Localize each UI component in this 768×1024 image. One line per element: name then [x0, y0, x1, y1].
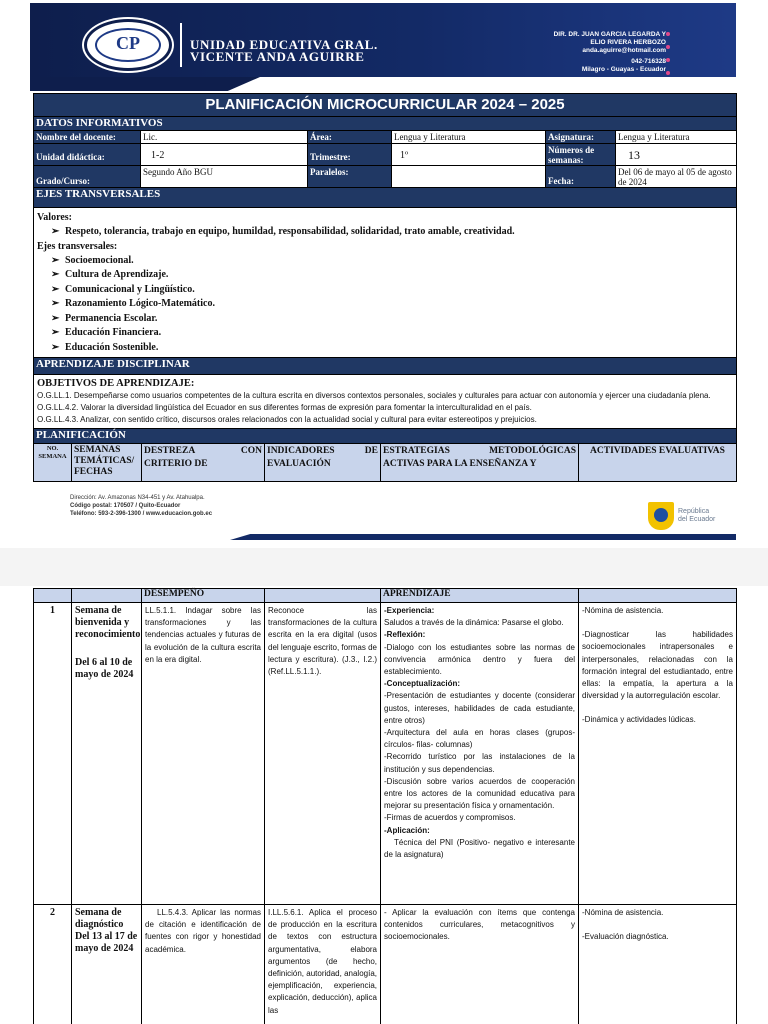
semanas-value: 13 — [628, 148, 640, 162]
estrategia-text: Saludos a través de la dinámica: Pasarse el globo. — [384, 618, 564, 628]
docente-label: Nombre del docente: — [34, 131, 141, 143]
estrategia-heading: -Aplicación: — [384, 825, 430, 835]
valores-item: ➢ Respeto, tolerancia, trabajo en equipo, humildad, responsabilidad, solidaridad, trato amable, creatividad. — [51, 225, 733, 240]
objetivos-label: OBJETIVOS DE APRENDIZAJE: — [37, 378, 195, 389]
fecha-label: Fecha: — [546, 166, 616, 187]
objetivo-item: O.G.LL.1. Desempeñarse como usuarios competentes de la cultura escrita en diversos contextos personales, sociales y culturales para actuar con autonomía y ejercer una ciudadanía plena. — [37, 391, 711, 400]
eje-item: ➢ Educación Sostenible. — [51, 341, 733, 356]
paralelos-label: Paralelos: — [308, 166, 392, 187]
objetivo-item: O.G.LL.4.3. Analizar, con sentido crítico, discursos orales relacionados con la actualidad social y cultural para evitar estereotipos y prejuicios. — [37, 415, 537, 424]
area-value: Lengua y Literatura — [392, 131, 546, 143]
grado-label: Grado/Curso: — [34, 166, 141, 187]
planificacion-header — [34, 443, 736, 481]
row-num: 1 — [34, 603, 72, 904]
estrategia-text: -Discusión sobre varios acuerdos de cooperación entre los actores de la comunidad educativa para mejorar su presentación física y ornamentación. — [384, 776, 575, 811]
estrategia-text: - Aplicar la evaluación con ítems que contenga contenidos curriculares, metacognitivos y socioemocionales. — [384, 908, 575, 942]
row-semana — [72, 603, 142, 904]
section-ejes: EJES TRANSVERSALES — [34, 187, 736, 207]
semana-name: Semana de bienvenida y reconocimiento — [75, 605, 141, 640]
school-name-line1: UNIDAD EDUCATIVA GRAL. — [190, 37, 378, 52]
ministry-footer — [70, 494, 212, 518]
footer-postal: Código postal: 170507 / Quito-Ecuador — [70, 503, 181, 509]
email-icon — [666, 45, 670, 49]
col-num: NO. SEMANA — [34, 444, 72, 481]
actividad-item: -Nómina de asistencia. — [582, 908, 664, 917]
eje-item: ➢ Cultura de Aprendizaje. — [51, 268, 733, 283]
estrategia-heading: -Reflexión: — [384, 630, 426, 640]
docente-value: Lic. — [141, 131, 308, 143]
actividad-item: -Nómina de asistencia. — [582, 606, 664, 615]
footer-direccion: Dirección: Av. Amazonas N34-451 y Av. Atahualpa. — [70, 495, 205, 501]
eje-item: ➢ Razonamiento Lógico-Matemático. — [51, 297, 733, 312]
row-indicador: I.LL.5.6.1. Aplica el proceso de producción en la escritura de textos con estructura argumentativa, elabora argumentos (de hecho, definición, autoridad, analogía, ejemplificación, experiencia, explicación, deducción), aplica las — [265, 905, 381, 1024]
row-estrategias — [381, 905, 579, 1024]
planning-table — [33, 93, 737, 482]
eje-item: ➢ Educación Financiera. — [51, 326, 733, 341]
estrategia-heading: -Experiencia: — [384, 606, 435, 615]
republica-line2: del Ecuador — [678, 516, 716, 523]
paralelos-value — [392, 166, 546, 187]
section-planificacion: PLANIFICACIÓN — [34, 428, 736, 443]
datos-row-1 — [34, 130, 736, 143]
estrategia-text: -Recorrido turístico por las instalaciones de la institución y sus dependencias. — [384, 752, 575, 774]
datos-row-3 — [34, 165, 736, 187]
phone-icon — [666, 58, 670, 62]
contact-phone: 042-716328 — [631, 58, 666, 65]
ejes-block — [34, 207, 736, 357]
document-title: PLANIFICACIÓN MICROCURRICULAR 2024 – 2025 — [34, 94, 736, 116]
republica-text — [678, 508, 715, 524]
estrategia-text: -Arquitectura del aula en horas clases (grupos- círculos- filas- columnas) — [384, 728, 575, 750]
col-actividades: ACTIVIDADES EVALUATIVAS — [590, 446, 725, 456]
eje-item: ➢ Socioemocional. — [51, 254, 733, 269]
section-datos: DATOS INFORMATIVOS — [34, 116, 736, 130]
col-indicadores: INDICADORES DE EVALUACIÓN — [265, 444, 381, 481]
actividad-item: -Diagnosticar las habilidades socioemocionales intrapersonales e interpersonales, relacionadas con la formación integral del estudiantado, entre ellas: la empatía, la apertura a la diversidad y la autorregulación escolar. — [582, 630, 733, 701]
ejes-label: Ejes transversales: — [37, 240, 118, 252]
contact-email: anda.aguirre@hotmail.com — [582, 47, 666, 54]
col-semanas: SEMANAS TEMÁTICAS/ FECHAS — [72, 444, 142, 481]
map-pin-icon — [666, 71, 670, 75]
coat-of-arms-icon — [648, 502, 674, 530]
letterhead-banner — [30, 3, 736, 77]
eje-item: ➢ Comunicacional y Lingüístico. — [51, 283, 733, 298]
estrategia-heading: -Conceptualización: — [384, 679, 461, 689]
republica-line1: República — [678, 508, 710, 515]
estrategia-text: -Firmas de acuerdos y compromisos. — [384, 813, 516, 823]
row-actividades — [579, 905, 736, 1024]
head-empty-2 — [72, 589, 142, 602]
location-icon — [666, 32, 670, 36]
row-destreza: LL.5.1.1. Indagar sobre las transformaciones y las tendencias actuales y futuras de la evolución de la cultura escrita en la era digital. — [142, 603, 265, 904]
grado-value: Segundo Año BGU — [141, 166, 308, 187]
estrategia-text: Técnica del PNI (Positivo- negativo e interesante de la asignatura) — [384, 837, 575, 860]
unidad-label: Unidad didáctica: — [34, 144, 141, 165]
head-empty-1 — [34, 589, 72, 602]
semana-fecha: Del 6 al 10 de mayo de 2024 — [75, 657, 134, 680]
trimestre-label: Trimestre: — [308, 144, 392, 165]
col-destreza: DESTREZA CON CRITERIO DE — [142, 444, 265, 481]
footer-bar — [230, 534, 736, 540]
actividad-item: -Dinámica y actividades lúdicas. — [582, 715, 696, 725]
school-contact — [554, 31, 666, 74]
logo-monogram: CP — [116, 33, 140, 53]
objetivos-block — [34, 374, 736, 428]
letterhead-divider — [180, 23, 182, 67]
row-destreza: LL.5.4.3. Aplicar las normas de citación e identificación de fuentes con rigor y honestidad académica. — [142, 905, 265, 1024]
valores-label: Valores: — [37, 212, 72, 223]
row-num: 2 — [34, 905, 72, 1024]
estrategia-text: -Presentación de estudiantes y docente (considerar gustos, intereses, habilidades de cada estudiante, entre otros) — [384, 691, 575, 725]
asignatura-label: Asignatura: — [546, 131, 616, 143]
table-row — [34, 904, 736, 1024]
page-gap — [0, 548, 768, 586]
head-aprendizaje: APRENDIZAJE — [381, 589, 579, 602]
row-estrategias — [381, 603, 579, 904]
col-estrategias: ESTRATEGIAS METODOLÓGICAS ACTIVAS PARA LA ENSEÑANZA Y — [381, 444, 579, 481]
asignatura-value: Lengua y Literatura — [618, 132, 690, 142]
row-actividades — [579, 603, 736, 904]
planning-table-continued — [33, 588, 737, 1024]
head-desempeno: DESEMPEÑO — [142, 589, 265, 602]
objetivo-item: O.G.LL.4.2. Valorar la diversidad lingüística del Ecuador en sus diferentes formas de expresión para fomentar la interculturalidad en el país. — [37, 403, 532, 412]
unidad-value: 1-2 — [141, 144, 308, 165]
semana-fecha: Del 13 al 17 de mayo de 2024 — [75, 931, 138, 954]
table-row — [34, 602, 736, 904]
republica-logo — [648, 502, 740, 530]
section-aprendizaje: APRENDIZAJE DISCIPLINAR — [34, 357, 736, 374]
contact-line: ELIO RIVERA HERBOZO — [590, 39, 666, 46]
row-semana — [72, 905, 142, 1024]
area-label: Área: — [308, 131, 392, 143]
school-name-line2: VICENTE ANDA AGUIRRE — [190, 49, 365, 64]
fecha-value: Del 06 de mayo al 05 de agosto de 2024 — [618, 167, 732, 187]
semana-name: Semana de diagnóstico — [75, 907, 124, 930]
footer-telefono: Teléfono: 593-2-396-1300 / www.educacion.gob.ec — [70, 511, 213, 517]
school-logo — [84, 19, 172, 71]
planning-page-2 — [0, 586, 768, 1024]
contact-address: Milagro - Guayas - Ecuador — [581, 66, 666, 73]
row-indicador: Reconoce las transformaciones de la cultura escrita en la era digital (usos del lenguaje escrito, formas de lectura y escritura). (J.3., I.2.) (Ref.LL.5.1.1.). — [265, 603, 381, 904]
eje-item: ➢ Permanencia Escolar. — [51, 312, 733, 327]
head-empty-3 — [265, 589, 381, 602]
continued-header — [34, 589, 736, 602]
estrategia-text: -Dialogo con los estudiantes sobre las normas de convivencia armónica dentro y fuera del establecimiento. — [384, 642, 575, 677]
head-empty-4 — [579, 589, 736, 602]
trimestre-value: 1º — [392, 144, 546, 165]
letterhead-wedge — [30, 77, 260, 91]
actividad-item: -Evaluación diagnóstica. — [582, 932, 669, 942]
school-name — [190, 39, 378, 63]
datos-row-2 — [34, 143, 736, 165]
contact-line: DIR. DR. JUAN GARCIA LEGARDA Y — [553, 31, 666, 38]
semanas-label: Números de semanas: — [546, 144, 616, 165]
